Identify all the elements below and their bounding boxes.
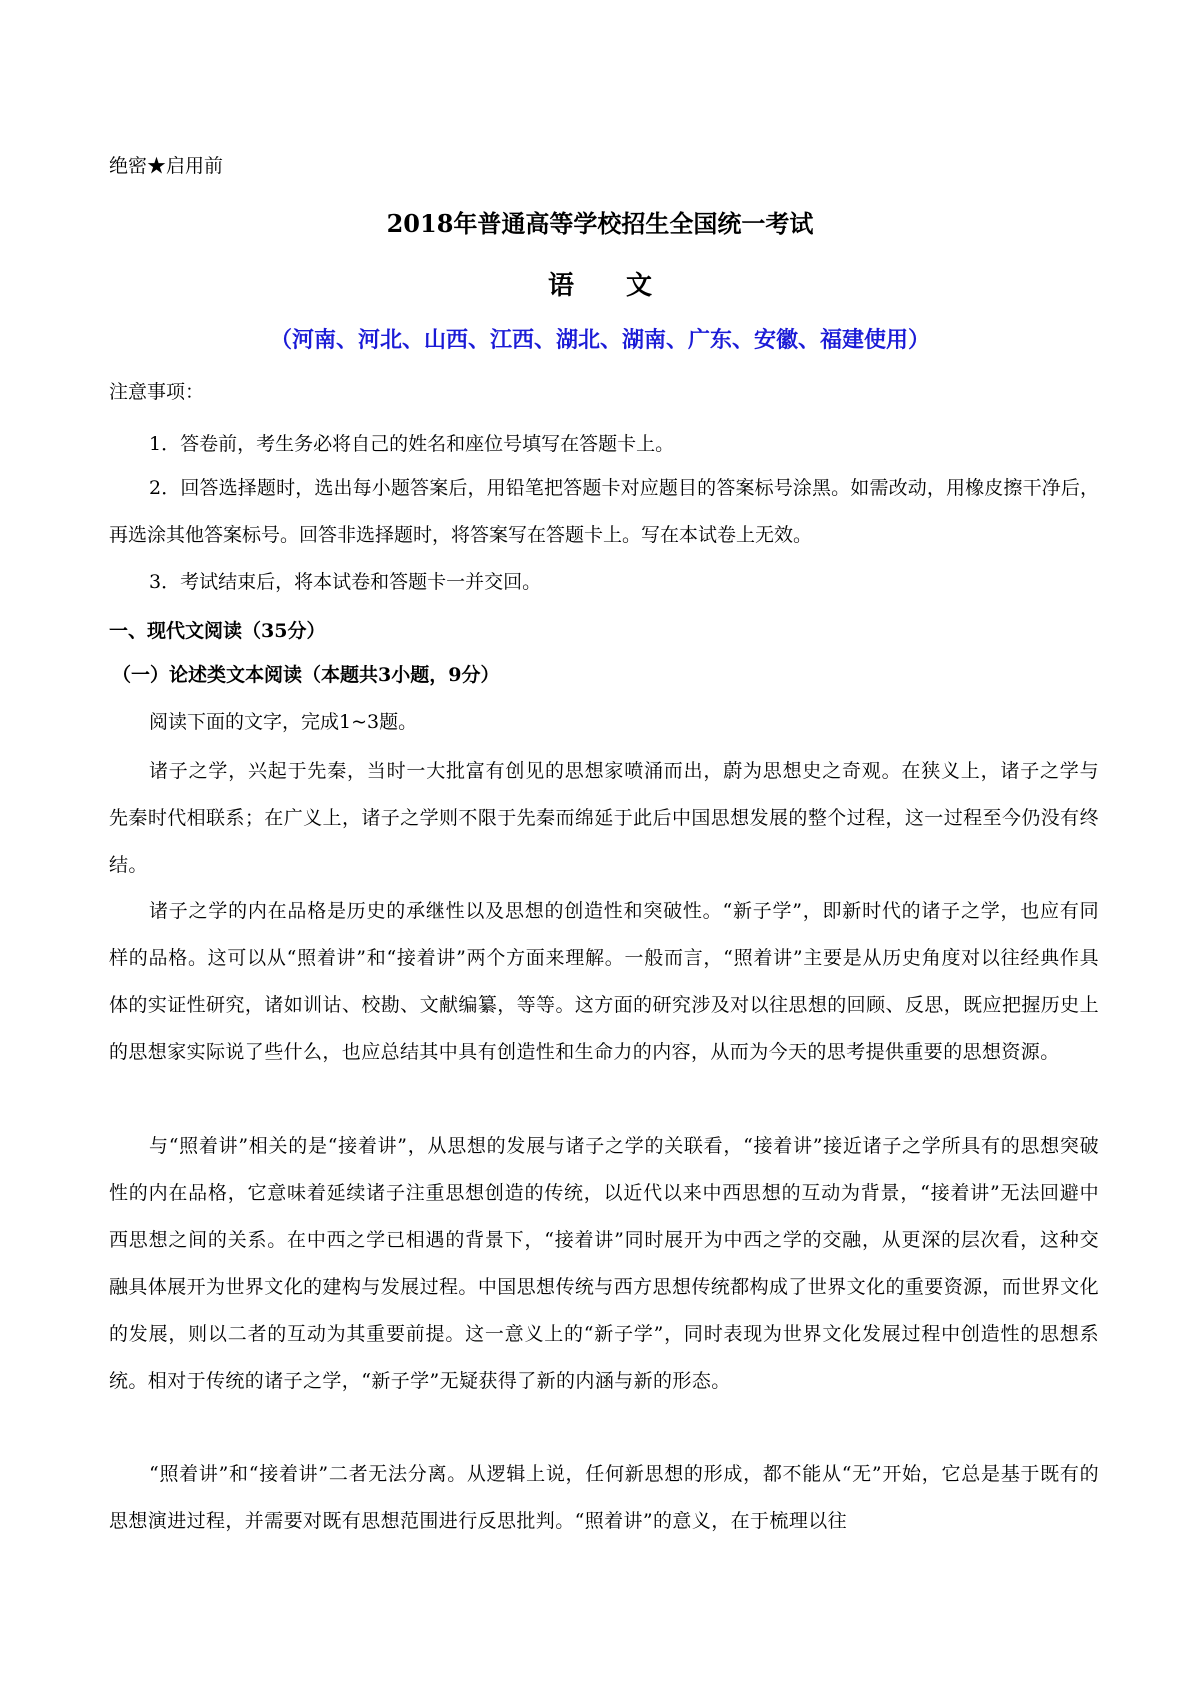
notice-item-1: 1．答卷前，考生务必将自己的姓名和座位号填写在答题卡上。 bbox=[149, 433, 675, 455]
section-heading: 一、现代文阅读（35分） bbox=[109, 620, 326, 642]
classification-label: 绝密★启用前 bbox=[109, 155, 224, 177]
notice-item-2: 2．回答选择题时，选出每小题答案后，用铅笔把答题卡对应题目的答案标号涂黑。如需改动，用橡皮擦干净后，再选涂其他答案标号。回答非选择题时，将答案写在答题卡上。写在本试卷上无效。 bbox=[109, 477, 1099, 546]
exam-title: 2018年普通高等学校招生全国统一考试 bbox=[386, 209, 814, 238]
passage-paragraph-3: 与“照着讲”相关的是“接着讲”，从思想的发展与诸子之学的关联看，“接着讲”接近诸子之学所具有的思想突破性的内在品格，它意味着延续诸子注重思想创造的传统，以近代以来中西思想的互动为背景，“接着讲”无法回避中西思想之间的关系。在中西之学已相遇的背景下，“接着讲”同时展开为中西之学的交融，从更深的层次看，这种交融具体展开为世界文化的建构与发展过程。中国思想传统与西方思想传统都构成了世界文化的重要资源，而世界文化的发展，则以二者的互动为其重要前提。这一意义上的“新子学”，同时表现为世界文化发展过程中创造性的思想系统。相对于传统的诸子之学，“新子学”无疑获得了新的内涵与新的形态。 bbox=[109, 1135, 1099, 1392]
passage-paragraph-1: 诸子之学，兴起于先秦，当时一大批富有创见的思想家喷涌而出，蔚为思想史之奇观。在狭义上，诸子之学与先秦时代相联系；在广义上，诸子之学则不限于先秦而绵延于此后中国思想发展的整个过程，这一过程至今仍没有终结。 bbox=[109, 760, 1099, 876]
reading-instruction: 阅读下面的文字，完成1~3题。 bbox=[149, 711, 418, 733]
passage-paragraph-4: “照着讲”和“接着讲”二者无法分离。从逻辑上说，任何新思想的形成，都不能从“无”开始，它总是基于既有的思想演进过程，并需要对既有思想范围进行反思批判。“照着讲”的意义，在于梳理以往 bbox=[109, 1463, 1099, 1532]
subject-title: 语 文 bbox=[547, 271, 652, 301]
subsection-heading: （一）论述类文本阅读（本题共3小题，9分） bbox=[112, 664, 500, 686]
notice-heading: 注意事项： bbox=[109, 381, 205, 403]
regions-note: （河南、河北、山西、江西、湖北、湖南、广东、安徽、福建使用） bbox=[269, 327, 930, 353]
notice-item-3: 3．考试结束后，将本试卷和答题卡一并交回。 bbox=[149, 571, 542, 593]
passage-paragraph-2: 诸子之学的内在品格是历史的承继性以及思想的创造性和突破性。“新子学”，即新时代的诸子之学，也应有同样的品格。这可以从“照着讲”和“接着讲”两个方面来理解。一般而言，“照着讲”主要是从历史角度对以往经典作具体的实证性研究，诸如训诂、校勘、文献编纂，等等。这方面的研究涉及对以往思想的回顾、反思，既应把握历史上的思想家实际说了些什么，也应总结其中具有创造性和生命力的内容，从而为今天的思考提供重要的思想资源。 bbox=[109, 900, 1099, 1063]
